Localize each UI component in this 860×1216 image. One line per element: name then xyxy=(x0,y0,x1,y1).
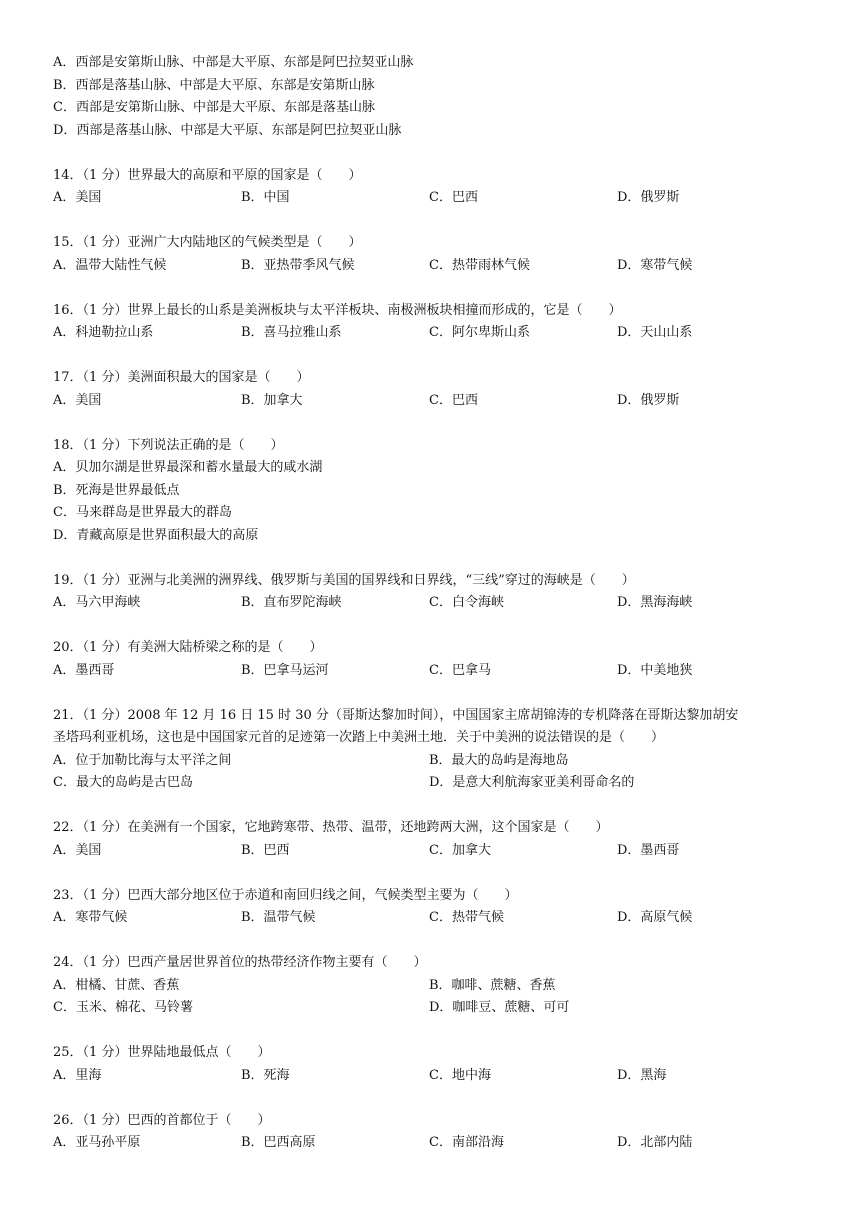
question-20 xyxy=(53,637,833,682)
question-16 xyxy=(53,300,833,345)
option-a: A．科迪勒拉山系 xyxy=(53,325,154,340)
option-c: C．最大的岛屿是古巴岛 xyxy=(53,775,193,790)
option-c: C．加拿大 xyxy=(429,842,491,858)
option-a: A．里海 xyxy=(53,1067,102,1083)
question-stem-continued: 圣塔玛利亚机场，这也是中国国家元首的足迹第一次踏上中美洲土地．关于中美洲的说法错误的是（ ） xyxy=(53,730,665,745)
option-a: A．亚马孙平原 xyxy=(53,1135,141,1150)
options-row xyxy=(53,750,833,773)
option-c: C．地中海 xyxy=(429,1067,491,1083)
option-d: D．咖啡豆、蔗糖、可可 xyxy=(429,1000,570,1015)
question-26 xyxy=(53,1110,833,1155)
option-d: D．是意大利航海家亚美利哥命名的 xyxy=(429,775,635,790)
options-row xyxy=(53,660,833,683)
option-a: A．马六甲海峡 xyxy=(53,595,141,610)
option-c: C．南部沿海 xyxy=(429,1135,504,1150)
option-b: B．直布罗陀海峡 xyxy=(241,595,342,610)
option-d: D．中美地狭 xyxy=(617,662,693,678)
option-d: D．天山山系 xyxy=(617,325,693,340)
option-b: B．加拿大 xyxy=(241,392,303,408)
option-c: C．巴拿马 xyxy=(429,662,491,678)
option-b: B．巴西高原 xyxy=(241,1135,316,1150)
option-a: A．墨西哥 xyxy=(53,662,115,678)
options-row xyxy=(53,907,833,930)
option-d: D．墨西哥 xyxy=(617,842,680,858)
option-b: B．巴拿马运河 xyxy=(241,662,329,678)
option-a: A．美国 xyxy=(53,190,102,205)
question-stem: 20．（1 分）有美洲大陆桥梁之称的是（ ） xyxy=(53,640,323,655)
option-d: D．俄罗斯 xyxy=(617,392,680,408)
question-17 xyxy=(53,367,833,412)
option-b: B．西部是落基山脉、中部是大平原、东部是安第斯山脉 xyxy=(53,77,375,93)
option-b: B．温带气候 xyxy=(241,910,316,925)
question-stem: 24．（1 分）巴西产量居世界首位的热带经济作物主要有（ ） xyxy=(53,955,427,970)
question-stem: 26．（1 分）巴西的首都位于（ ） xyxy=(53,1112,271,1128)
question-21 xyxy=(53,705,833,795)
option-b: B．咖啡、蔗糖、香蕉 xyxy=(429,977,556,993)
option-b: B．死海是世界最低点 xyxy=(53,482,180,498)
option-a: A．贝加尔湖是世界最深和蓄水量最大的咸水湖 xyxy=(53,460,323,475)
option-a: A．寒带气候 xyxy=(53,910,128,925)
question-stem: 21．（1 分）2008 年 12 月 16 日 15 时 30 分（哥斯达黎加时间），中国国家主席胡锦涛的专机降落在哥斯达黎加胡安 xyxy=(53,707,739,723)
option-d: D．西部是落基山脉、中部是大平原、东部是阿巴拉契亚山脉 xyxy=(53,122,402,138)
option-a: A．位于加勒比海与太平洋之间 xyxy=(53,752,232,768)
question-19 xyxy=(53,570,833,615)
option-c: C．西部是安第斯山脉、中部是大平原、东部是落基山脉 xyxy=(53,100,375,115)
question-22 xyxy=(53,817,833,862)
option-d: D．北部内陆 xyxy=(617,1135,693,1150)
question-stem: 19．（1 分）亚洲与北美洲的洲界线、俄罗斯与美国的国界线和日界线，“三线”穿过的海峡是（ ） xyxy=(53,572,635,588)
question-13-options xyxy=(53,52,833,142)
options-row xyxy=(53,840,833,863)
question-18 xyxy=(53,435,833,548)
question-23 xyxy=(53,885,833,930)
option-c: C．玉米、棉花、马铃薯 xyxy=(53,1000,193,1015)
exam-document xyxy=(53,52,833,1155)
option-c: C．巴西 xyxy=(429,190,478,205)
option-b: B．亚热带季风气候 xyxy=(241,257,355,273)
options-row xyxy=(53,255,833,278)
option-d: D．寒带气候 xyxy=(617,257,693,273)
options-row xyxy=(53,322,833,345)
question-stem: 16．（1 分）世界上最长的山系是美洲板块与太平洋板块、南极洲板块相撞而形成的，它是（ ） xyxy=(53,302,622,318)
option-a: A．温带大陆性气候 xyxy=(53,257,167,273)
option-b: B．喜马拉雅山系 xyxy=(241,325,342,340)
option-c: C．热带雨林气候 xyxy=(429,257,530,273)
question-stem: 25．（1 分）世界陆地最低点（ ） xyxy=(53,1045,271,1060)
option-a: A．西部是安第斯山脉、中部是大平原、东部是阿巴拉契亚山脉 xyxy=(53,55,414,70)
option-b: B．巴西 xyxy=(241,842,290,858)
option-a: A．美国 xyxy=(53,842,102,858)
question-stem: 22．（1 分）在美洲有一个国家，它地跨寒带、热带、温带，还地跨两大洲，这个国家是（ ） xyxy=(53,820,609,835)
options-row xyxy=(53,390,833,413)
question-15 xyxy=(53,232,833,277)
question-25 xyxy=(53,1042,833,1087)
option-b: B．中国 xyxy=(241,190,290,205)
option-a: A．柑橘、甘蔗、香蕉 xyxy=(53,977,180,993)
option-c: C．热带气候 xyxy=(429,910,504,925)
question-stem: 15．（1 分）亚洲广大内陆地区的气候类型是（ ） xyxy=(53,235,362,250)
option-d: D．黑海海峡 xyxy=(617,595,693,610)
option-d: D．青藏高原是世界面积最大的高原 xyxy=(53,527,259,543)
question-stem: 23．（1 分）巴西大部分地区位于赤道和南回归线之间，气候类型主要为（ ） xyxy=(53,887,518,903)
options-row xyxy=(53,1132,833,1155)
question-24 xyxy=(53,952,833,1020)
options-row xyxy=(53,592,833,615)
question-14 xyxy=(53,165,833,210)
question-stem: 18．（1 分）下列说法正确的是（ ） xyxy=(53,437,284,453)
options-row xyxy=(53,1065,833,1088)
question-stem: 14．（1 分）世界最大的高原和平原的国家是（ ） xyxy=(53,167,362,183)
option-d: D．高原气候 xyxy=(617,910,693,925)
question-stem: 17．（1 分）美洲面积最大的国家是（ ） xyxy=(53,370,310,385)
option-a: A．美国 xyxy=(53,392,102,408)
option-c: C．巴西 xyxy=(429,392,478,408)
option-d: D．俄罗斯 xyxy=(617,190,680,205)
option-b: B．最大的岛屿是海地岛 xyxy=(429,752,569,768)
options-row xyxy=(53,975,833,998)
option-c: C．马来群岛是世界最大的群岛 xyxy=(53,505,232,520)
option-c: C．白令海峡 xyxy=(429,595,504,610)
option-d: D．黑海 xyxy=(617,1067,667,1083)
options-row xyxy=(53,187,833,210)
option-c: C．阿尔卑斯山系 xyxy=(429,325,530,340)
options-row xyxy=(53,997,833,1020)
option-b: B．死海 xyxy=(241,1067,290,1083)
options-row xyxy=(53,772,833,795)
